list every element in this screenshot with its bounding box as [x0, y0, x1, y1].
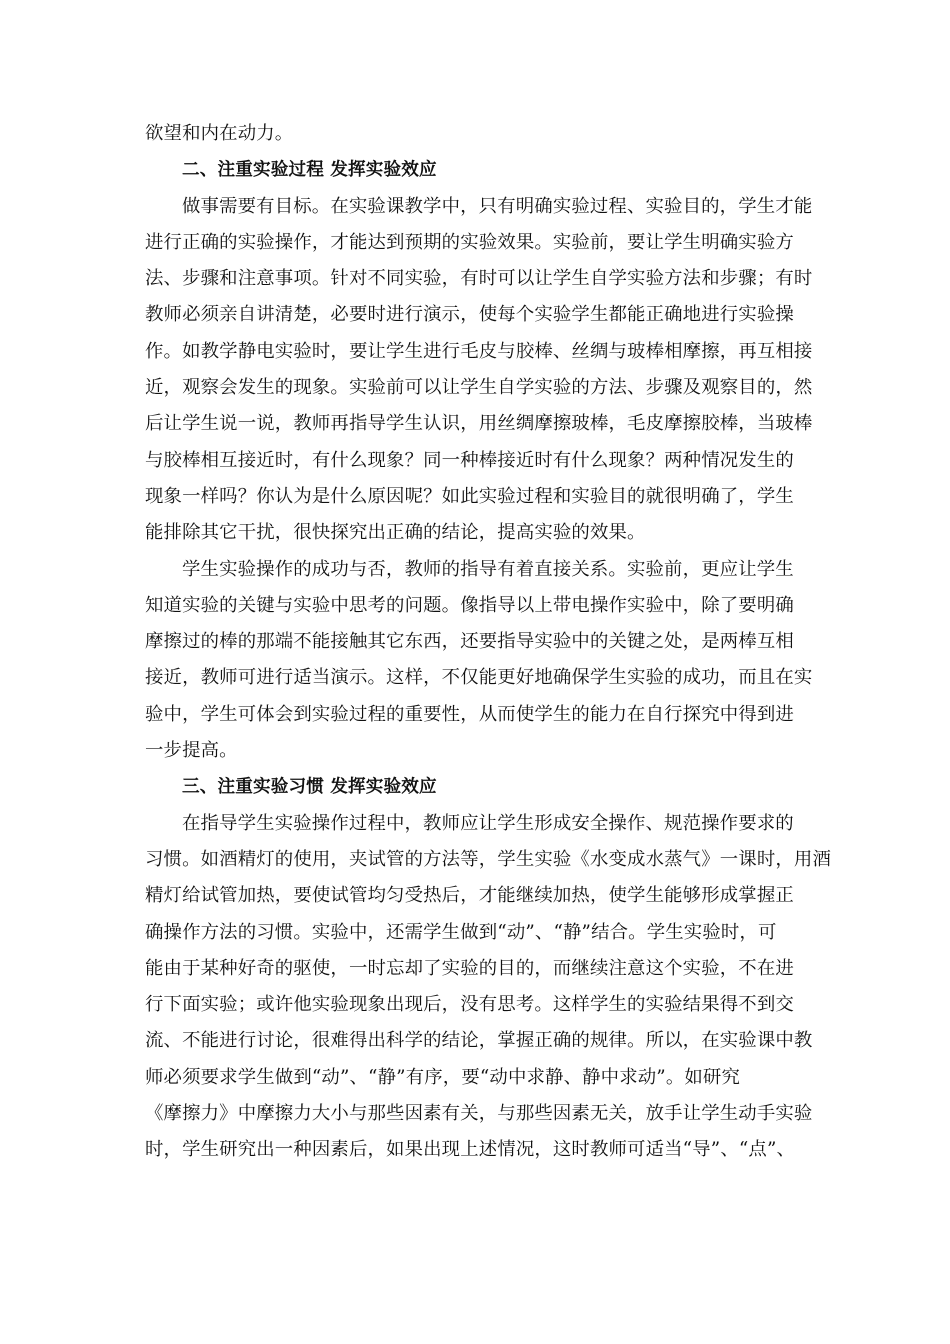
paragraph-line: 在指导学生实验操作过程中，教师应让学生形成安全操作、规范操作要求的	[182, 812, 794, 834]
paragraph-line: 流、不能进行讨论，很难得出科学的结论，掌握正确的规律。所以，在实验课中教	[145, 1030, 813, 1052]
paragraph-line: 作。如教学静电实验时，要让学生进行毛皮与胶棒、丝绸与玻棒相摩擦，再互相接	[145, 340, 813, 362]
paragraph-line: 与胶棒相互接近时，有什么现象？同一种棒接近时有什么现象？两种情况发生的	[145, 449, 794, 471]
paragraph-line: 时，学生研究出一种因素后，如果出现上述情况，这时教师可适当“导”、“点”、	[145, 1139, 796, 1161]
paragraph-line: 验中，学生可体会到实验过程的重要性，从而使学生的能力在自行探究中得到进	[145, 703, 794, 725]
paragraph-line: 进行正确的实验操作，才能达到预期的实验效果。实验前，要让学生明确实验方	[145, 231, 794, 253]
paragraph-line: 学生实验操作的成功与否，教师的指导有着直接关系。实验前，更应让学生	[182, 558, 794, 580]
paragraph-line: 接近，教师可进行适当演示。这样，不仅能更好地确保学生实验的成功，而且在实	[145, 667, 813, 689]
section-heading: 三、注重实验习惯 发挥实验效应	[182, 777, 437, 798]
paragraph-line: 法、步骤和注意事项。针对不同实验，有时可以让学生自学实验方法和步骤；有时	[145, 268, 813, 290]
section-heading: 二、注重实验过程 发挥实验效应	[182, 160, 437, 181]
paragraph-line: 确操作方法的习惯。实验中，还需学生做到“动”、“静”结合。学生实验时，可	[145, 921, 777, 943]
paragraph-line: 一步提高。	[145, 740, 238, 762]
paragraph-line: 欲望和内在动力。	[145, 123, 294, 144]
paragraph-line: 《摩擦力》中摩擦力大小与那些因素有关，与那些因素无关，放手让学生动手实验	[145, 1103, 813, 1125]
paragraph-line: 现象一样吗？你认为是什么原因呢？如此实验过程和实验目的就很明确了，学生	[145, 485, 794, 507]
paragraph-line: 后让学生说一说，教师再指导学生认识，用丝绸摩擦玻棒，毛皮摩擦胶棒，当玻棒	[145, 413, 813, 435]
paragraph-line: 做事需要有目标。在实验课教学中，只有明确实验过程、实验目的，学生才能	[182, 195, 813, 217]
paragraph-line: 精灯给试管加热，要使试管均匀受热后，才能继续加热，使学生能够形成掌握正	[145, 885, 794, 907]
paragraph-line: 行下面实验；或许他实验现象出现后，没有思考。这样学生的实验结果得不到交	[145, 994, 794, 1016]
paragraph-line: 师必须要求学生做到“动”、“静”有序，要“动中求静、静中求动”。如研究	[145, 1066, 740, 1088]
paragraph-line: 摩擦过的棒的那端不能接触其它东西，还要指导实验中的关键之处，是两棒互相	[145, 631, 794, 653]
paragraph-line: 习惯。如酒精灯的使用，夹试管的方法等，学生实验《水变成水蒸气》一课时，用酒	[145, 848, 832, 870]
paragraph-line: 教师必须亲自讲清楚，必要时进行演示，使每个实验学生都能正确地进行实验操	[145, 304, 794, 326]
document-body	[145, 116, 832, 1169]
paragraph-line: 知道实验的关键与实验中思考的问题。像指导以上带电操作实验中，除了要明确	[145, 594, 794, 616]
paragraph-line: 近，观察会发生的现象。实验前可以让学生自学实验的方法、步骤及观察目的，然	[145, 377, 813, 399]
paragraph-line: 能由于某种好奇的驱使，一时忘却了实验的目的，而继续注意这个实验，不在进	[145, 957, 794, 979]
paragraph-line: 能排除其它干扰，很快探究出正确的结论，提高实验的效果。	[145, 522, 646, 544]
